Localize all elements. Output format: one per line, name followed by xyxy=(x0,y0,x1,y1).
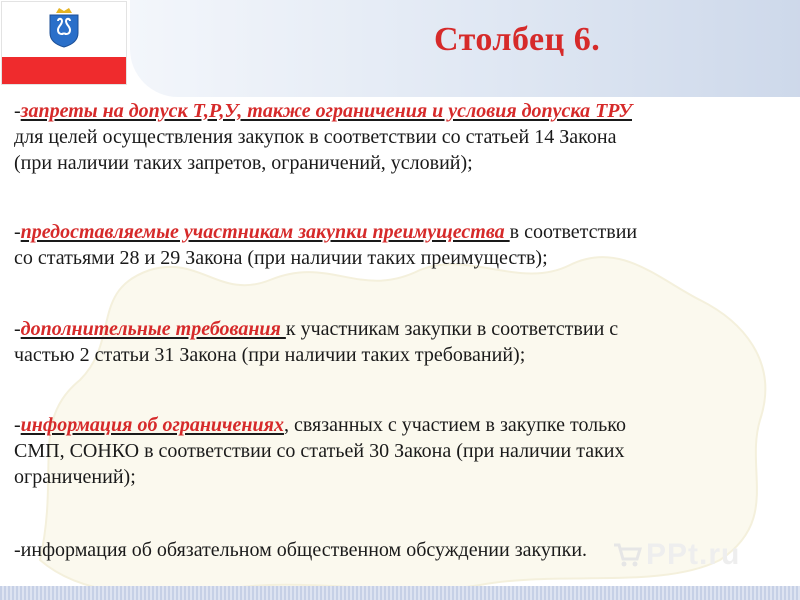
highlight-advantages: предоставляемые участникам закупки преимущества xyxy=(20,221,510,243)
item-line: частью 2 статьи 31 Закона (при наличии таких требований); xyxy=(14,344,526,366)
item-text: в соответствии xyxy=(509,221,638,243)
list-dash: - xyxy=(14,414,21,436)
watermark-text: PPt.ru xyxy=(646,538,741,571)
item-line: СМП, СОНКО в соответствии со статьей 30 Закона (при наличии таких xyxy=(14,440,625,462)
item-line: ограничений); xyxy=(14,466,136,488)
list-item xyxy=(14,219,794,271)
list-dash: - xyxy=(14,221,21,243)
list-dash: - xyxy=(14,100,21,122)
highlight-restrictions: запреты на допуск Т,Р,У, также ограничения и условия допуска ТРУ xyxy=(20,100,632,122)
item-line: со статьями 28 и 29 Закона (при наличии таких преимуществ); xyxy=(14,247,548,269)
coat-of-arms-icon xyxy=(47,6,81,48)
item-text: , связанных с участием в закупке только xyxy=(283,414,626,436)
saratov-flag xyxy=(2,2,126,84)
item-line: (при наличии таких запретов, ограничений, условий); xyxy=(14,152,473,174)
item-text: к участникам закупки в соответствии с xyxy=(285,318,619,340)
list-item xyxy=(14,537,794,563)
highlight-additional-requirements: дополнительные требования xyxy=(20,318,286,340)
list-dash: - xyxy=(14,318,21,340)
list-dash: - xyxy=(14,539,21,561)
item-text: информация об обязательном общественном обсуждении закупки. xyxy=(20,539,588,561)
list-item xyxy=(14,98,794,176)
item-line: для целей осуществления закупок в соответствии со статьей 14 Закона xyxy=(14,126,617,148)
list-item xyxy=(14,412,794,490)
highlight-limitations-info: информация об ограничениях xyxy=(20,414,284,436)
list-item xyxy=(14,316,794,368)
slide-title: Столбец 6. xyxy=(434,21,601,58)
footer-band xyxy=(0,586,800,600)
